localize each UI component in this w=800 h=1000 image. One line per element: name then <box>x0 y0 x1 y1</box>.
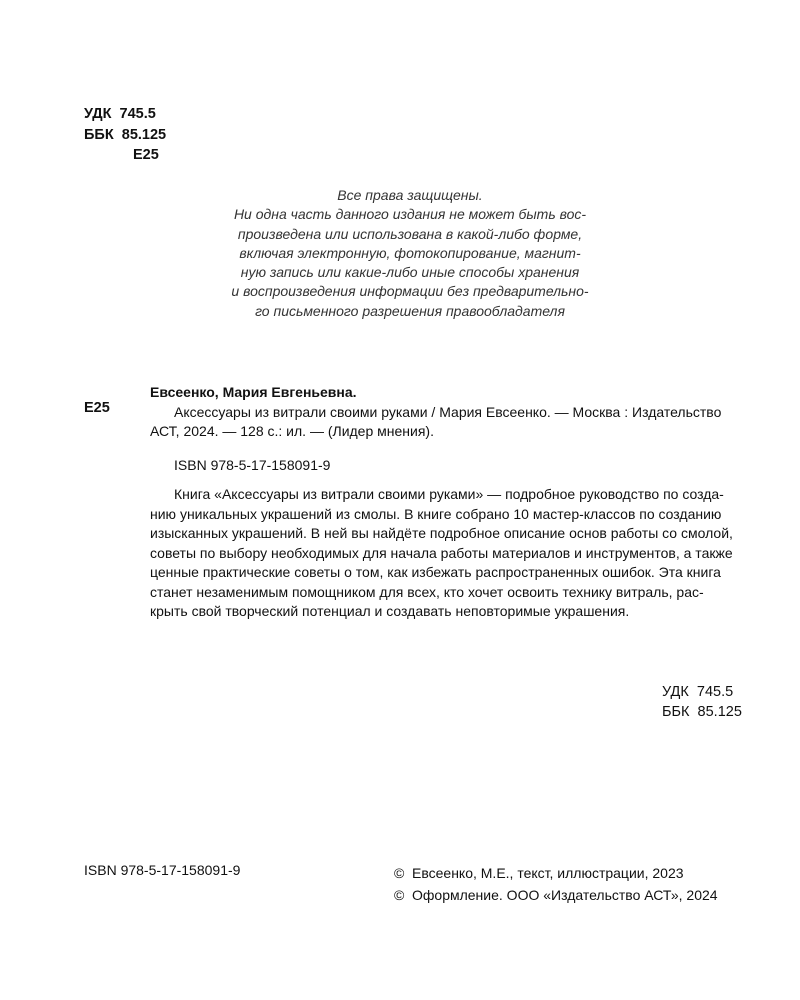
copyright-text: Оформление. ООО «Издательство АСТ», 2024 <box>412 887 718 903</box>
classification-codes-bottom <box>662 682 742 722</box>
catalog-isbn: ISBN 978-5-17-158091-9 <box>174 457 331 473</box>
copyright-icon: © <box>394 865 405 881</box>
annotation-line: изысканных украшений. В ней вы найдёте подробное описание основ работы со смолой, <box>150 525 733 541</box>
udk-code: УДК 745.5 <box>84 106 156 122</box>
rights-line: Ни одна часть данного издания не может быть вос- <box>233 206 587 223</box>
annotation-line: крыть свой творческий потенциал и создавать неповторимые украшения. <box>150 603 630 619</box>
rights-notice <box>200 186 620 321</box>
catalog-description-cont: АСТ, 2024. — 128 с.: ил. — (Лидер мнения). <box>150 423 434 439</box>
rights-line: ную запись или какие-либо иные способы хранения <box>240 264 580 281</box>
footer-isbn: ISBN 978-5-17-158091-9 <box>84 862 241 878</box>
rights-line: Все права защищены. <box>337 187 483 203</box>
copyright-icon: © <box>394 887 405 903</box>
rights-line: включая электронную, фотокопирование, магнит- <box>239 244 581 261</box>
annotation-line: нию уникальных украшений из смолы. В книге собрано 10 мастер-классов по созданию <box>150 505 722 522</box>
bbk-code-bottom: ББК 85.125 <box>662 704 742 720</box>
copyright-text: Евсеенко, М.Е., текст, иллюстрации, 2023 <box>412 865 684 881</box>
rights-line: и воспроизведения информации без предварительно- <box>231 283 589 300</box>
annotation-line: Книга «Аксессуары из витрали своими руками» — подробное руководство по созда- <box>174 486 724 502</box>
author-mark: Е25 <box>133 147 159 163</box>
copyright-line <box>394 862 718 884</box>
annotation-line: станет незаменимым помощником для всех, кто хочет освоить технику витраль, рас- <box>150 583 704 600</box>
rights-line: го письменного разрешения правообладателя <box>255 302 565 319</box>
classification-codes-top <box>84 104 166 166</box>
copyright-line <box>394 884 718 906</box>
copyright-block <box>394 862 718 906</box>
annotation-line: ценные практические советы о том, как избежать распространенных ошибок. Эта книга <box>150 564 721 580</box>
annotation-line: советы по выбору необходимых для начала работы материалов и инструментов, а также <box>150 544 733 561</box>
catalog-description: Аксессуары из витрали своими руками / Мария Евсеенко. — Москва : Издательство <box>174 403 722 420</box>
bbk-code: ББК 85.125 <box>84 126 167 143</box>
rights-line: произведена или использована в какой-либо форме, <box>237 225 583 242</box>
catalog-author: Евсеенко, Мария Евгеньевна. <box>150 384 357 400</box>
bibliographic-record <box>150 383 742 442</box>
annotation <box>150 485 742 622</box>
udk-code-bottom: УДК 745.5 <box>662 684 734 700</box>
catalog-author-mark: Е25 <box>84 400 110 416</box>
